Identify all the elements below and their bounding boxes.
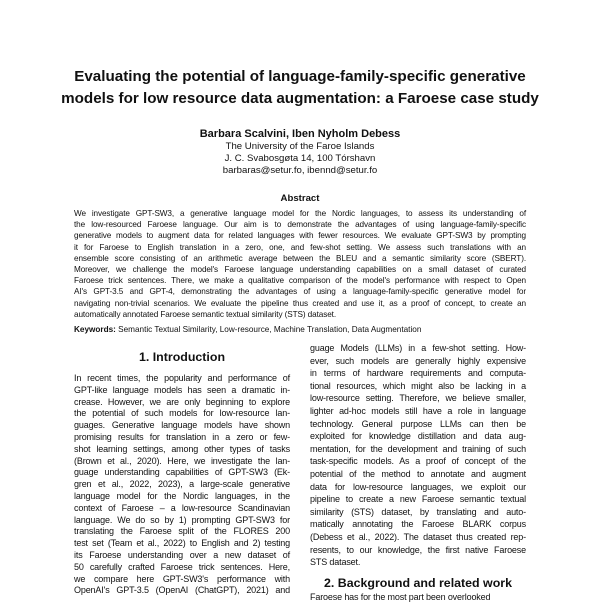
text-line: data for low-resource languages, we exploit our [310,481,526,492]
institution: The University of the Faroe Islands [225,141,375,152]
text-line: the potential of such models for low-resource lan- [74,408,290,419]
text-line: gren et al., 2022, 2023), a large-scale generative [74,479,290,490]
text-line: context of Faroese – a low-resource Scandinavian [74,502,290,513]
text-line: language model for the Nordic languages, in the [74,490,290,501]
text-line: potential of the method to annotate and augment [310,468,526,479]
text-line: Moreover, we challenge the model's Faroese language understanding capabilities on a small dataset of curated [74,265,526,275]
text-line: generative models to augment data for related languages with fewer resources. We evaluate GPT-SW3 by prompting [74,231,526,241]
text-line: it for Faroese to English translation in a zero, one, and few-shot setting. We assess such translations with an [74,242,526,252]
text-line: 50 carefully crafted Faroese trick sentences. Here, [74,561,290,572]
text-line: navigating non-trivial scenarios. We evaluate the pipeline thus created and use it, as a proof of concept, to create an [74,298,526,308]
text-line: lighter ad-hoc models still have a role in language [310,405,526,416]
address: J. C. Svabosgøta 14, 100 Tórshavn [224,153,376,164]
text-line: Faroese has for the most part been overlooked [310,592,491,602]
section2-body [310,592,526,604]
text-line: GPT-like language models has seen a dramatic in- [74,384,290,395]
text-line: ever, such models are generally highly expensive [310,355,526,366]
text-line: automatically annotated Faroese semantic textual similarity (STS) dataset. [74,309,336,319]
abstract-body [74,208,526,320]
text-line: its Faroese understanding over a new dataset of [74,549,290,560]
text-line: tional resources, which might also be lacking in a [310,380,526,391]
affiliation [0,141,600,177]
text-line: the low-resourced Faroese language. Our aim is to demonstrate the advantages of using language-family-specific [74,220,526,230]
text-line: (Debess et al., 2022). The dataset thus created rep- [310,531,526,542]
text-line: (Brown et al., 2020). Here, we investigate the lan- [74,455,290,466]
title-line: models for low resource data augmentation: a Faroese case study [61,90,539,107]
text-line: In recent times, the popularity and performance of [74,373,290,383]
text-line: pipeline to create a new Faroese semantic textual [310,494,526,505]
text-line: ensemble score consisting of an arithmetic average between the BLEU and a semantic similarity score (SBERT). [74,253,526,263]
text-line: exploited for knowledge distillation and data aug- [310,431,526,442]
emails: barbaras@setur.fo, ibennd@setur.fo [222,165,378,176]
text-line: Faroese trick sentences. There, we make a qualitative comparison of the model's performance with respect to Open [74,276,526,286]
text-line: mentation, for the development and training of such [310,443,526,454]
text-line: guage Models (LLMs) in a few-shot setting. How- [310,343,526,353]
text-line: guage understanding capabilities of GPT-SW3 (Ek- [74,467,290,478]
text-line: guages. Generative language models have shown [74,420,290,431]
text-line: in terms of hardware requirements and computa- [310,368,526,379]
keywords-label: Keywords: [74,325,116,334]
text-line: promising results for translation in a zero or few- [74,431,290,442]
text-line: we compare here GPT-SW3's performance with [74,573,290,584]
keywords [74,324,526,336]
section-heading-background: 2. Background and related work [324,576,512,590]
abstract-heading: Abstract [280,193,320,204]
text-line: language. We do so by 1) prompting GPT-SW3 for [74,514,290,525]
text-line: crease. However, we are only beginning to explore [74,396,290,407]
text-line: OpenAI's GPT-3.5 (OpenAI (ChatGPT), 2021) and [74,585,290,596]
intro-column [74,373,290,597]
text-line: matically annotating the Faroese BLARK corpus [310,519,526,530]
text-line: shot learning settings, among other types of tasks [74,443,290,454]
text-line: We investigate GPT-SW3, a generative language model for the Nordic languages, to assess its understanding of [74,209,526,218]
section-heading-introduction: 1. Introduction [138,350,226,364]
text-line: translating the Faroese split of the FLORES 200 [74,526,290,537]
text-line: technology. General purpose LLMs can then be [310,418,526,429]
text-line: test set (Team et al., 2022) to English and 2) testing [74,538,290,549]
text-line: similarity (STS) dataset, by translating and auto- [310,506,526,517]
text-line: low-resource setting. Therefore, we believe smaller, [310,393,526,404]
keywords-text: Semantic Textual Similarity, Low-resource, Machine Translation, Data Augmentation [118,325,422,334]
text-line: task-specific models. As a proof of concept of the [310,456,526,467]
right-column [310,342,526,569]
text-line: resents, to our knowledge, the first native Faroese [310,544,526,555]
paper-title [40,66,560,110]
text-line: AI's GPT-3.5 and GPT-4, demonstrating the advantages of using a language-family-specific generative model for [74,287,526,297]
text-line: STS dataset. [310,557,361,568]
authors: Barbara Scalvini, Iben Nyholm Debess [199,128,401,140]
title-line: Evaluating the potential of language-family-specific generative [74,68,526,85]
